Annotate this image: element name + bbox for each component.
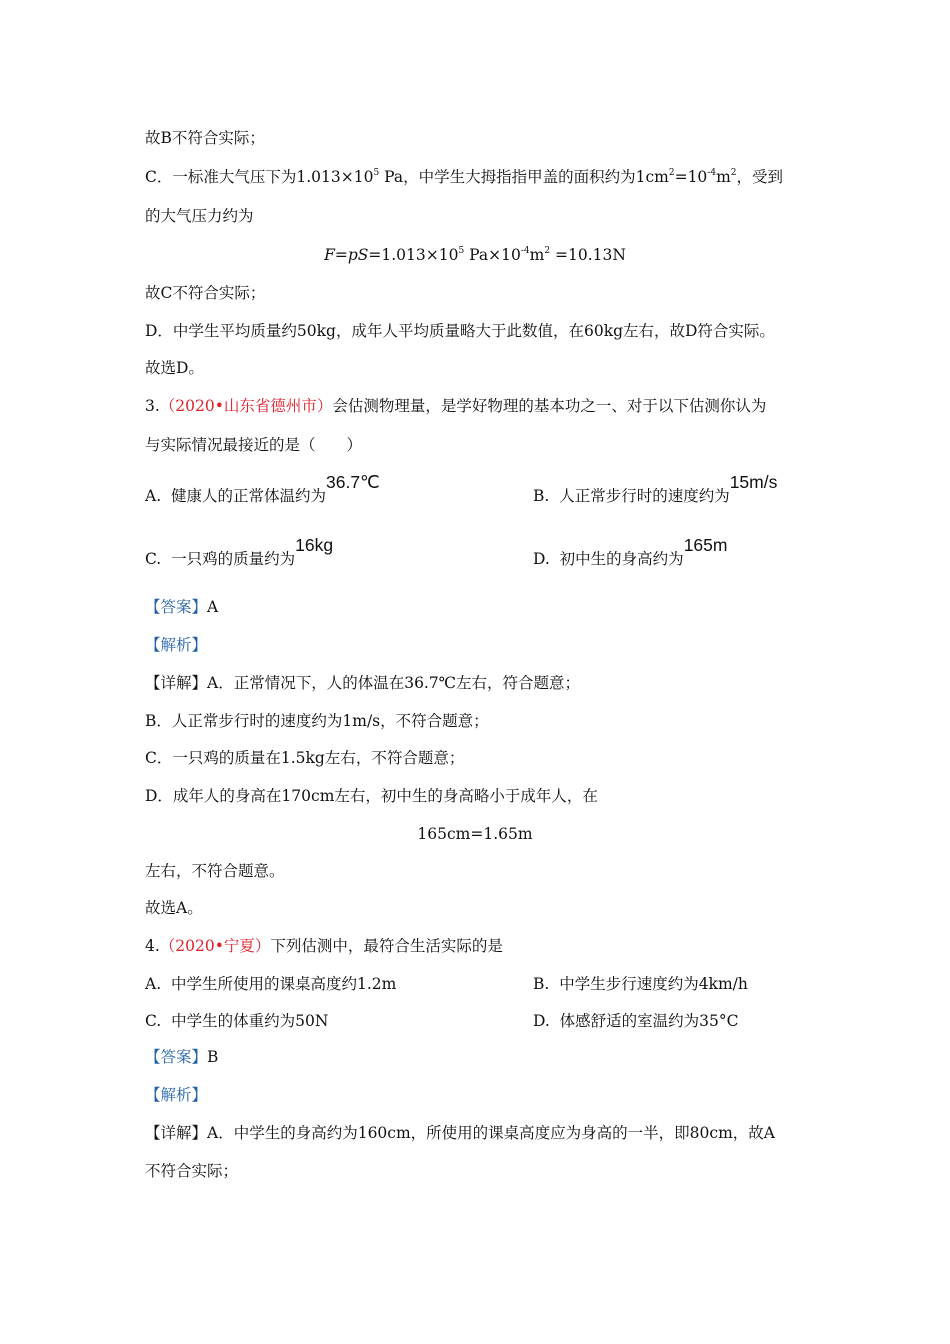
q2-d-explanation: D．中学生平均质量约50kg，成年人平均质量略大于此数值，在60kg左右，故D符合实际。	[145, 322, 775, 340]
q2-c-explanation-line2: 的大气压力约为	[145, 207, 254, 225]
q4-option-c	[145, 1010, 328, 1032]
option-value: 16kg	[295, 535, 334, 555]
formula-text: =10.13N	[550, 246, 626, 264]
q3-stem-line1	[145, 395, 766, 417]
q3-option-c	[145, 535, 334, 570]
text-segment: =10	[674, 168, 708, 186]
q2-final-choice: 故选D。	[145, 359, 204, 377]
option-value: 165m	[683, 535, 728, 555]
q3-option-b	[533, 472, 778, 507]
q4-option-a	[145, 973, 396, 995]
question-stem: 下列估测中，最符合生活实际的是	[270, 937, 503, 955]
exponent: -4	[520, 246, 530, 256]
option-label: A.	[145, 487, 162, 505]
option-text: 一只鸡的质量约为	[171, 550, 296, 568]
exponent: 2	[668, 168, 675, 178]
option-label: A.	[145, 975, 162, 993]
exponent: 5	[458, 246, 465, 256]
text-segment: ，受到	[736, 168, 784, 186]
option-text: 体感舒适的室温约为35°C	[559, 1012, 739, 1030]
option-label: B.	[533, 975, 550, 993]
option-value: 36.7℃	[326, 472, 380, 492]
formula-eq: =	[334, 246, 348, 264]
q3-analysis-tag	[145, 634, 207, 656]
detail-text: A．正常情况下，人的体温在36.7℃左右，符合题意；	[207, 674, 581, 692]
exponent: -4	[707, 168, 717, 178]
option-text: 中学生步行速度约为4km/h	[559, 975, 748, 993]
answer-value: B	[207, 1048, 219, 1066]
answer-tag: 【答案】	[145, 598, 208, 616]
q3-height-formula: 165cm=1.65m	[417, 825, 533, 843]
q3-detail-a	[145, 672, 580, 694]
option-value: 15m/s	[729, 472, 778, 492]
option-text: 中学生所使用的课桌高度约1.2m	[170, 975, 397, 993]
q4-analysis-tag	[145, 1084, 207, 1106]
formula-text: m	[529, 246, 545, 264]
option-label: C.	[145, 550, 162, 568]
q4-detail-a-line1	[145, 1122, 775, 1144]
text-segment: C．一标准大气压下为1.013×10	[145, 168, 374, 186]
analysis-tag: 【解析】	[145, 1086, 208, 1104]
q3-stem-line2: 与实际情况最接近的是（ ）	[145, 436, 363, 454]
q4-detail-a-line2: 不符合实际；	[145, 1162, 239, 1180]
q4-option-d	[533, 1010, 739, 1032]
text-segment: Pa，中学生大拇指指甲盖的面积约为1cm	[379, 168, 669, 186]
detail-tag: 【详解】	[145, 1124, 208, 1142]
q3-final-choice: 故选A。	[145, 899, 203, 917]
detail-text: A．中学生的身高约为160cm，所使用的课桌高度应为身高的一半，即80cm，故A	[207, 1124, 775, 1142]
q2-c-conclusion: 故C不符合实际；	[145, 284, 266, 302]
option-text: 人正常步行时的速度约为	[559, 487, 730, 505]
q2-pressure-formula	[0, 244, 950, 266]
formula-var: S	[357, 246, 369, 264]
option-label: C.	[145, 1012, 162, 1030]
option-label: D.	[533, 550, 550, 568]
option-text: 健康人的正常体温约为	[170, 487, 326, 505]
exponent: 2	[730, 168, 737, 178]
option-label: B.	[533, 487, 550, 505]
formula-var: p	[347, 246, 358, 264]
formula-text: Pa×10	[464, 246, 521, 264]
question-number: 4.	[145, 937, 160, 955]
q3-detail-b: B．人正常步行时的速度约为1m/s，不符合题意；	[145, 712, 489, 730]
question-source: （2020•宁夏）	[159, 937, 271, 955]
q3-answer	[145, 596, 218, 618]
q4-option-b	[533, 973, 748, 995]
q2-c-explanation-line1	[145, 166, 783, 188]
q3-detail-c: C．一只鸡的质量在1.5kg左右，不符合题意；	[145, 749, 465, 767]
option-text: 中学生的体重约为50N	[171, 1012, 329, 1030]
formula-text: =1.013×10	[368, 246, 459, 264]
answer-value: A	[207, 598, 219, 616]
q3-detail-d-end: 左右，不符合题意。	[145, 862, 285, 880]
q3-option-d	[533, 535, 728, 570]
question-source: （2020•山东省德州市）	[159, 397, 333, 415]
formula-var: F	[324, 246, 335, 264]
q2-b-conclusion: 故B不符合实际；	[145, 129, 265, 147]
q4-stem	[145, 935, 503, 957]
q3-option-a	[145, 472, 380, 507]
detail-tag: 【详解】	[145, 674, 208, 692]
analysis-tag: 【解析】	[145, 636, 208, 654]
text-segment: m	[716, 168, 731, 186]
question-stem: 会估测物理量，是学好物理的基本功之一、对于以下估测你认为	[332, 397, 767, 415]
option-label: D.	[533, 1012, 550, 1030]
answer-tag: 【答案】	[145, 1048, 208, 1066]
exponent: 2	[544, 246, 551, 256]
question-number: 3.	[145, 397, 160, 415]
exponent: 5	[373, 168, 380, 178]
q4-answer	[145, 1046, 218, 1068]
q3-detail-d: D．成年人的身高在170cm左右，初中生的身高略小于成年人，在	[145, 787, 598, 805]
option-text: 初中生的身高约为	[559, 550, 684, 568]
